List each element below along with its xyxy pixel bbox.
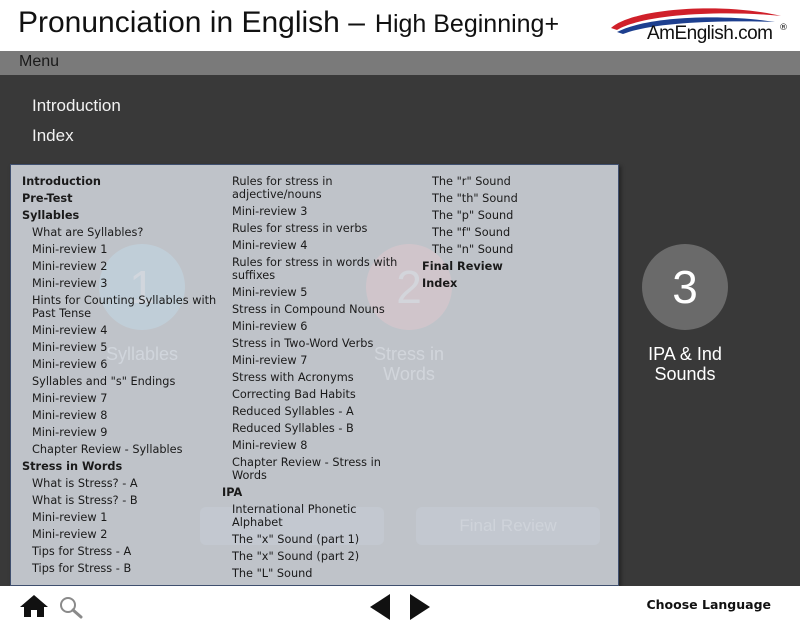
home-icon[interactable] [19, 594, 49, 622]
index-item[interactable]: What is Stress? - B [32, 494, 138, 507]
index-item[interactable]: Reduced Syllables - A [232, 405, 354, 418]
arrow-right-icon[interactable] [408, 593, 432, 625]
index-item[interactable]: The "p" Sound [432, 209, 514, 222]
index-item[interactable]: Stress in Two-Word Verbs [232, 337, 374, 350]
index-item[interactable]: Rules for stress in adjective/nouns [232, 175, 333, 201]
index-item[interactable]: Mini-review 7 [32, 392, 108, 405]
index-item[interactable]: The "n" Sound [432, 243, 514, 256]
index-item[interactable]: International Phonetic Alphabet [232, 503, 357, 529]
logo-text: AmEnglish.com [647, 23, 773, 44]
title-level: High Beginning+ [374, 10, 560, 38]
index-section-heading[interactable]: Index [422, 277, 458, 290]
index-item[interactable]: Mini-review 5 [232, 286, 308, 299]
arrow-left-icon[interactable] [368, 593, 392, 625]
index-section-heading[interactable]: Pre-Test [22, 192, 73, 205]
index-item[interactable]: Chapter Review - Syllables [32, 443, 183, 456]
chapter-3-label[interactable] [605, 344, 765, 384]
index-item[interactable]: Mini-review 8 [232, 439, 308, 452]
index-item[interactable]: Mini-review 7 [232, 354, 308, 367]
logo-registered-mark: ® [779, 23, 788, 33]
choose-language-link[interactable]: Choose Language [646, 597, 771, 612]
index-item[interactable]: The "th" Sound [432, 192, 518, 205]
chapter-3-title-line1: IPA & Ind [648, 344, 722, 364]
index-item[interactable]: Mini-review 1 [32, 511, 108, 524]
index-section-heading[interactable]: IPA [222, 486, 243, 499]
index-item[interactable]: The "x" Sound (part 1) [232, 533, 360, 546]
index-section-heading[interactable]: Introduction [22, 175, 101, 188]
index-item[interactable]: Mini-review 4 [232, 239, 308, 252]
index-item[interactable]: Mini-review 3 [232, 205, 308, 218]
index-column-1 [22, 175, 222, 579]
footer-bar [0, 586, 800, 625]
chapter-3-circle[interactable] [642, 244, 728, 330]
index-item[interactable]: Mini-review 6 [232, 320, 308, 333]
index-item[interactable]: Stress in Compound Nouns [232, 303, 385, 316]
index-section-heading[interactable]: Final Review [422, 260, 503, 273]
index-item[interactable]: The "x" Sound (part 2) [232, 550, 360, 563]
index-item[interactable]: The "r" Sound [432, 175, 511, 188]
index-item[interactable]: What is Stress? - A [32, 477, 138, 490]
index-item[interactable]: Mini-review 1 [32, 243, 108, 256]
index-item[interactable]: Mini-review 6 [32, 358, 108, 371]
chapter-3-number: 3 [672, 261, 698, 313]
index-column-3 [422, 175, 602, 294]
index-item[interactable]: Mini-review 5 [32, 341, 108, 354]
introduction-link[interactable]: Introduction [32, 96, 121, 115]
index-link[interactable]: Index [32, 126, 74, 145]
index-item[interactable]: What are Syllables? [32, 226, 144, 239]
index-item[interactable]: Mini-review 9 [32, 426, 108, 439]
index-item[interactable]: Mini-review 2 [32, 528, 108, 541]
title-main: Pronunciation in English – [18, 6, 365, 39]
index-item[interactable]: The "L" Sound [232, 567, 313, 580]
index-item[interactable]: Reduced Syllables - B [232, 422, 354, 435]
index-item[interactable]: Hints for Counting Syllables with Past Tense [32, 294, 217, 320]
index-item[interactable]: Rules for stress in verbs [232, 222, 368, 235]
index-item[interactable]: Syllables and "s" Endings [32, 375, 176, 388]
search-icon[interactable] [58, 595, 84, 623]
index-column-2 [222, 175, 400, 584]
index-item[interactable]: Tips for Stress - B [32, 562, 132, 575]
page-title [18, 6, 559, 40]
index-item[interactable]: Mini-review 4 [32, 324, 108, 337]
index-section-heading[interactable]: Syllables [22, 209, 80, 222]
index-item[interactable]: Stress with Acronyms [232, 371, 354, 384]
index-item[interactable]: The "f" Sound [432, 226, 511, 239]
amenglish-logo [603, 6, 788, 46]
header-bar [0, 0, 800, 51]
chapter-3-title-line2: Sounds [654, 364, 716, 384]
index-item[interactable]: Mini-review 8 [32, 409, 108, 422]
index-panel [10, 164, 619, 586]
index-item[interactable]: Mini-review 2 [32, 260, 108, 273]
index-section-heading[interactable]: Stress in Words [22, 460, 123, 473]
index-item[interactable]: Mini-review 3 [32, 277, 108, 290]
index-item[interactable]: Chapter Review - Stress in Words [232, 456, 381, 482]
index-item[interactable]: Tips for Stress - A [32, 545, 132, 558]
menu-bar[interactable] [0, 51, 800, 75]
menu-label[interactable]: Menu [19, 53, 60, 70]
index-item[interactable]: Rules for stress in words with suffixes [232, 256, 398, 282]
index-item[interactable]: Correcting Bad Habits [232, 388, 356, 401]
